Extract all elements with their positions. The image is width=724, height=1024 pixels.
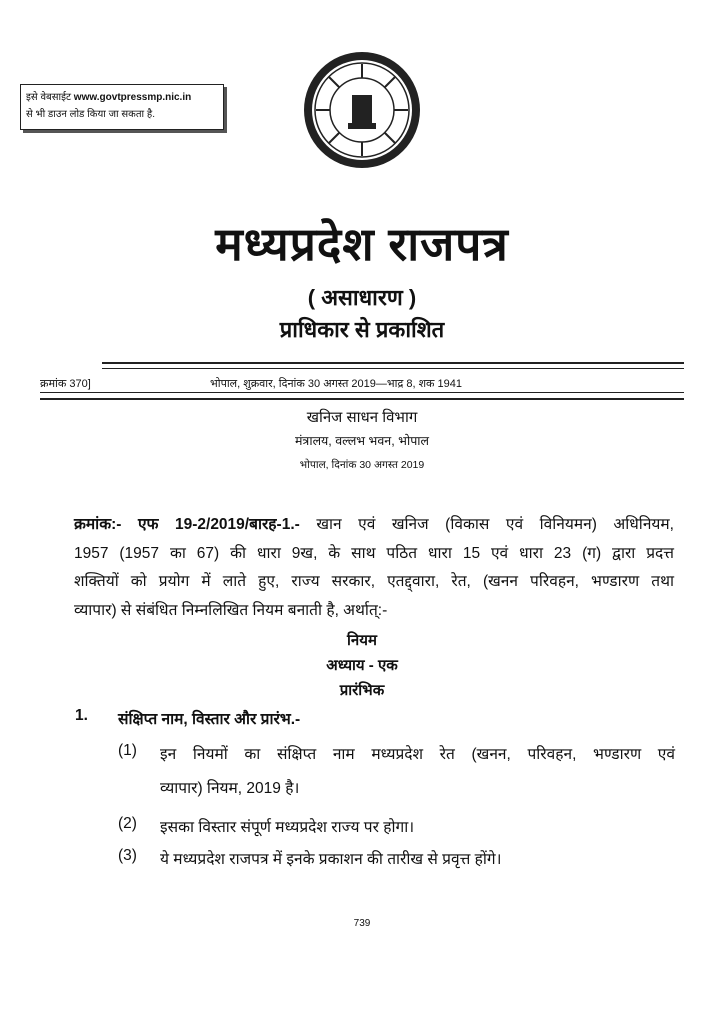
department-name: खनिज साधन विभाग (306, 409, 418, 426)
item-number: (3) (118, 847, 137, 864)
item-text: व्यापार) नियम, 2019 है। (160, 780, 300, 797)
section-number: 1. (75, 707, 88, 724)
website-link[interactable]: www.govtpressmp.nic.in (73, 92, 192, 103)
divider (102, 368, 684, 369)
order-line: खान एवं खनिज (विकास एवं विनियमन) अधिनियम, (316, 516, 674, 533)
heading-preliminary: प्रारंभिक (339, 682, 385, 699)
section-title: संक्षिप्त नाम, विस्तार और प्रारंभ.- (118, 711, 301, 728)
order-paragraph (74, 511, 674, 625)
gazette-subtitle: ( असाधारण ) (307, 285, 417, 310)
note-text-2: से भी डाउन लोड किया जा सकता है. (26, 109, 156, 120)
state-emblem-seal (302, 50, 422, 170)
heading-chapter: अध्याय - एक (326, 657, 398, 674)
order-line: शक्तियों को प्रयोग में लाते हुए, राज्य सरकार, एतद्द्वारा, रेत, (खनन परिवहन, भण्डारण तथा (74, 573, 674, 590)
divider (40, 398, 684, 400)
issue-date: भोपाल, शुक्रवार, दिनांक 30 अगस्त 2019—भाद्र 8, शक 1941 (210, 378, 463, 390)
note-text: इसे वेबसाईट (26, 92, 74, 103)
item-number: (1) (118, 742, 137, 759)
department-date: भोपाल, दिनांक 30 अगस्त 2019 (299, 459, 425, 471)
gazette-authority: प्राधिकार से प्रकाशित (279, 317, 445, 342)
divider (40, 392, 684, 393)
page-number: 739 (353, 918, 371, 929)
item-number: (2) (118, 815, 137, 832)
issue-number: क्रमांक 370] (40, 378, 91, 390)
download-note-box (20, 84, 224, 130)
order-reference: क्रमांक:- एफ 19-2/2019/बारह-1.- (74, 516, 300, 533)
heading-rules: नियम (347, 632, 377, 649)
item-text: ये मध्यप्रदेश राजपत्र में इनके प्रकाशन की तारीख से प्रवृत्त होंगे। (160, 851, 502, 868)
item-text: इन नियमों का संक्षिप्त नाम मध्यप्रदेश रेत (खनन, परिवहन, भण्डारण एवं (160, 746, 675, 763)
order-line: 1957 (1957 का 67) की धारा 9ख, के साथ पठित धारा 15 एवं धारा 23 (ग) द्वारा प्रदत्त (74, 544, 674, 562)
department-address: मंत्रालय, वल्लभ भवन, भोपाल (294, 434, 430, 448)
divider (102, 362, 684, 364)
gazette-title: मध्यप्रदेश राजपत्र (215, 218, 509, 270)
order-line: व्यापार) से संबंधित निम्नलिखित नियम बनाती है, अर्थात्:- (74, 601, 388, 619)
item-text: इसका विस्तार संपूर्ण मध्यप्रदेश राज्य पर होगा। (160, 819, 415, 836)
